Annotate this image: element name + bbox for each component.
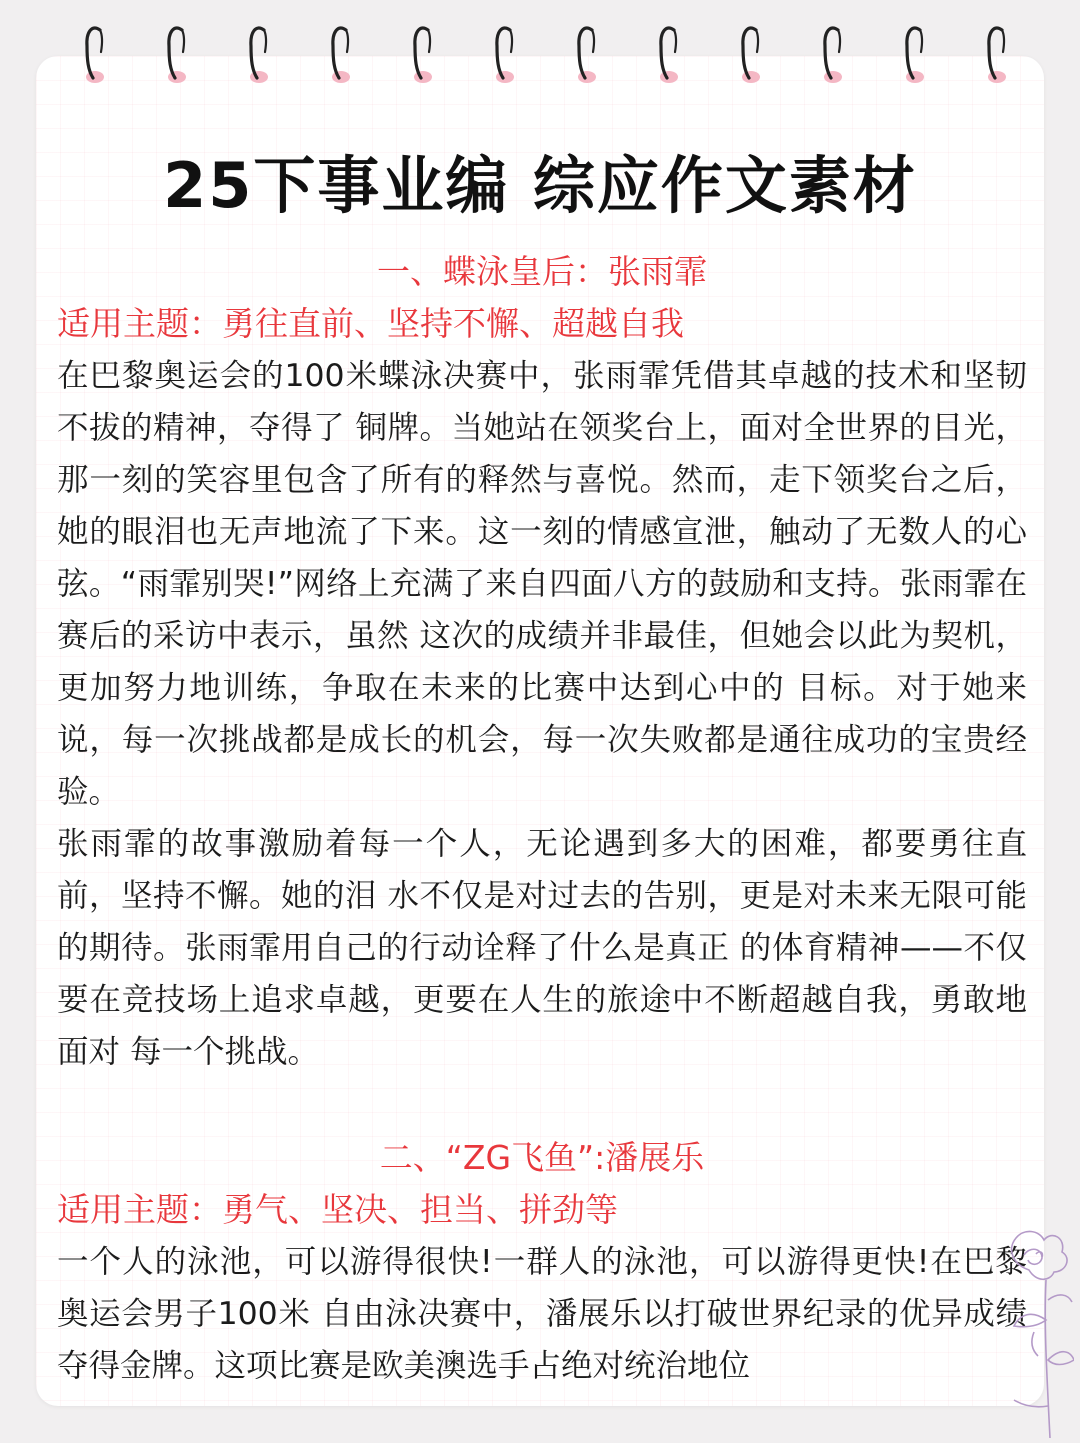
binder-ring-icon: [80, 22, 110, 92]
binder-ring-icon: [162, 22, 192, 92]
binder-ring-icon: [818, 22, 848, 92]
section-gap: [57, 1078, 1027, 1132]
article-body: [57, 246, 1027, 1392]
section-theme: 适用主题：勇气、坚决、担当、拼劲等: [57, 1190, 618, 1229]
binder-ring-icon: [900, 22, 930, 92]
section-2: [57, 1132, 1027, 1392]
flower-sketch-icon: [984, 1210, 1074, 1440]
section-heading: 一、蝶泳皇后：张雨霏: [377, 252, 707, 291]
binder-ring-icon: [490, 22, 520, 92]
binder-ring-icon: [244, 22, 274, 92]
section-1: [57, 246, 1027, 1078]
section-theme: 适用主题：勇往直前、坚持不懈、超越自我: [57, 304, 684, 343]
paragraph: 张雨霏的故事激励着每一个人，无论遇到多大的困难，都要勇往直前，坚持不懈。她的泪 水不仅是对过去的告别，更是对未来无限可能的期待。张雨霏用自己的行动诠释了什么是真正 的体育精神——不仅要在竞技场上追求卓越，更要在人生的旅途中不断超越自我，勇敢地面对 每一个挑战。: [57, 826, 1027, 1070]
binder-ring-icon: [736, 22, 766, 92]
binder-ring-icon: [982, 22, 1012, 92]
page-title: 25下事业编 综应作文素材: [163, 149, 917, 222]
binder-ring-icon: [654, 22, 684, 92]
binder-rings: [0, 0, 1080, 100]
binder-ring-icon: [408, 22, 438, 92]
paragraph: 在巴黎奥运会的100米蝶泳决赛中，张雨霏凭借其卓越的技术和坚韧不拔的精神，夺得了 铜牌。当她站在领奖台上，面对全世界的目光，那一刻的笑容里包含了所有的释然与喜悦。然而，走下领奖台之后，她的眼泪也无声地流了下来。这一刻的情感宣泄，触动了无数人的心弦。“雨霏别哭!”网络上充满了来自四面八方的鼓励和支持。张雨霏在赛后的采访中表示，虽然 这次的成绩并非最佳，但她会以此为契机，更加努力地训练，争取在未来的比赛中达到心中的 目标。对于她来说，每一次挑战都是成长的机会，每一次失败都是通往成功的宝贵经验。: [57, 358, 1027, 810]
paragraph: 一个人的泳池，可以游得很快!一群人的泳池，可以游得更快!在巴黎奥运会男子100米 自由泳决赛中，潘展乐以打破世界纪录的优异成绩夺得金牌。这项比赛是欧美澳选手占绝对统治地位: [57, 1244, 1027, 1384]
binder-ring-icon: [572, 22, 602, 92]
section-heading: 二、“ZG飞鱼”:潘展乐: [379, 1138, 705, 1177]
binder-ring-icon: [326, 22, 356, 92]
